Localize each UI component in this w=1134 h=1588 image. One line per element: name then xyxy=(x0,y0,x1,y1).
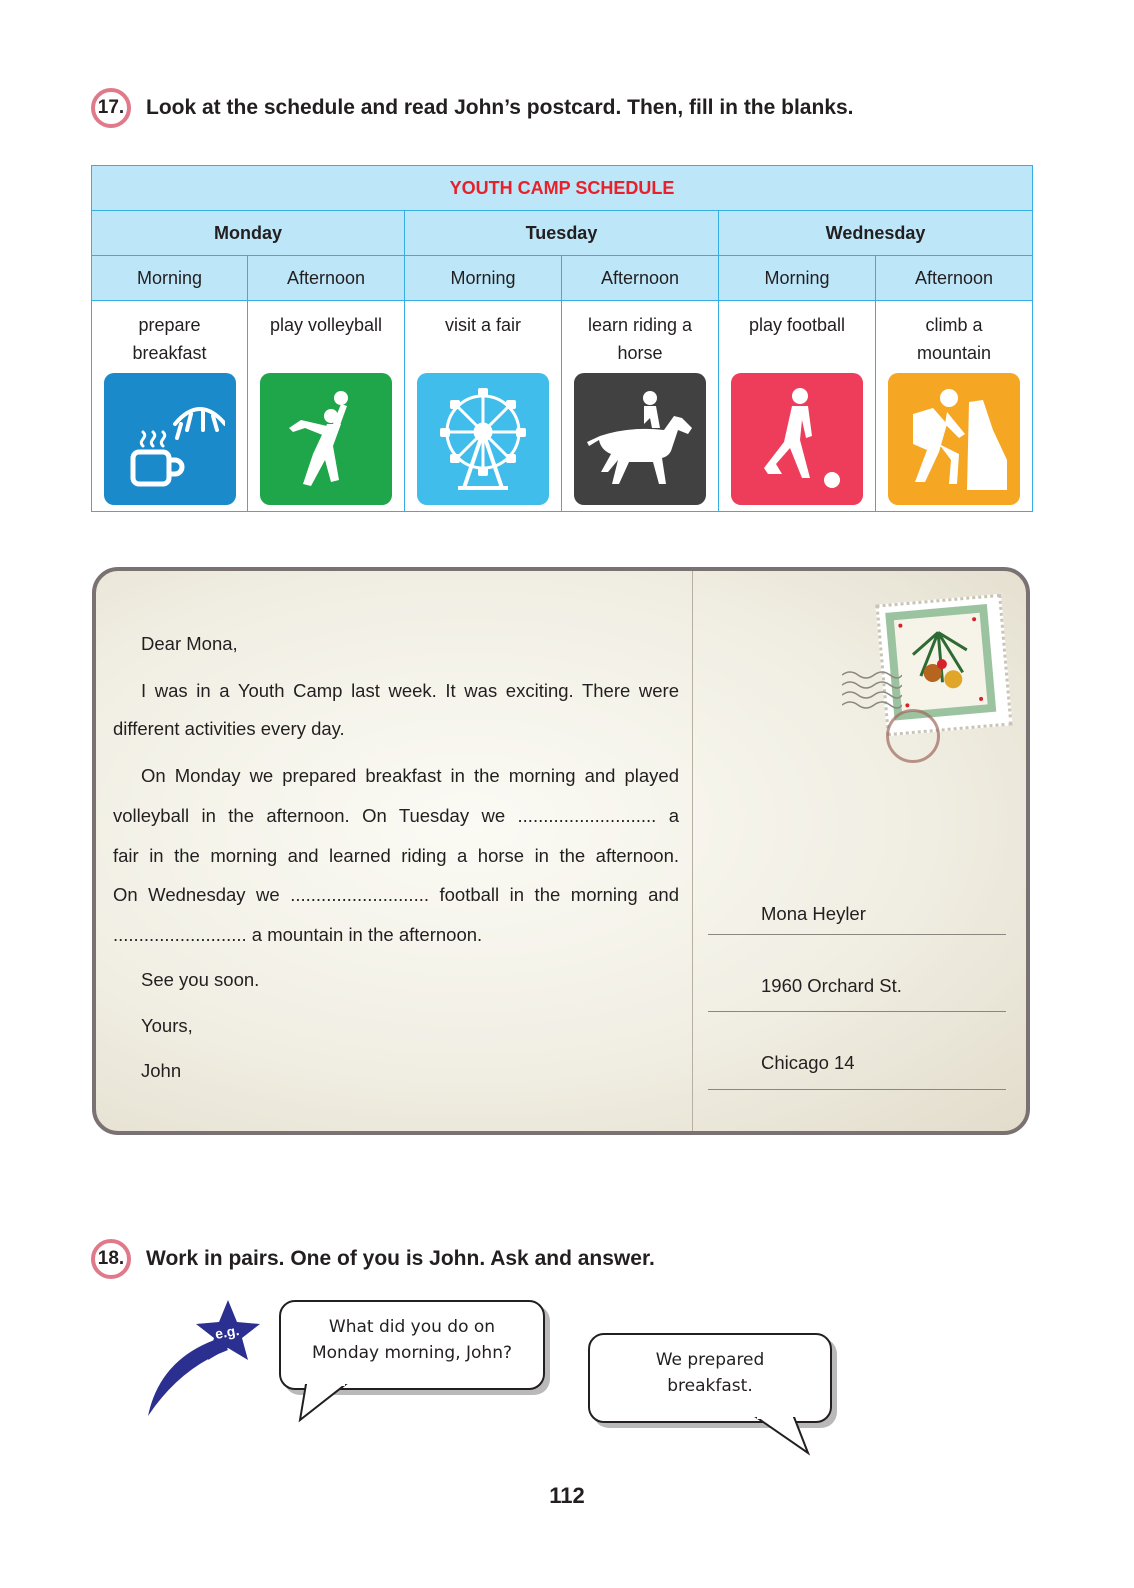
question-speech-bubble xyxy=(279,1300,545,1390)
exercise-17-number xyxy=(91,88,131,128)
eg-label: e.g. xyxy=(213,1322,241,1342)
address-name: Mona Heyler xyxy=(761,903,866,924)
horse-riding-icon xyxy=(574,373,706,505)
postcard-line: On Wednesday we ........................... football in the morning and xyxy=(113,884,679,905)
postcard-line: fair in the morning and learned riding a horse in the afternoon. xyxy=(113,845,679,866)
postcard-line: On Monday we prepared breakfast in the morning and played xyxy=(141,765,679,786)
part-header: Afternoon xyxy=(876,256,1033,301)
postmark-wave-lines xyxy=(842,667,902,722)
volleyball-icon xyxy=(260,373,392,505)
exercise-18-number-text: 18. xyxy=(97,1248,125,1269)
address-city: Chicago 14 xyxy=(761,1052,855,1073)
part-header: Afternoon xyxy=(248,256,405,301)
exercise-17-number-text: 17. xyxy=(97,97,125,118)
question-line: What did you do on xyxy=(328,1317,496,1337)
answer-speech-bubble xyxy=(588,1333,832,1423)
activity-cell xyxy=(248,301,405,512)
postcard-line: .......................... a mountain in the afternoon. xyxy=(113,924,483,945)
exercise-18-instruction: Work in pairs. One of you is John. Ask and answer. xyxy=(146,1247,655,1270)
page-number: 112 xyxy=(549,1483,585,1508)
activity-cell xyxy=(562,301,719,512)
address-line xyxy=(708,934,1006,935)
postcard xyxy=(92,567,1030,1135)
part-header: Afternoon xyxy=(562,256,719,301)
part-header: Morning xyxy=(719,256,876,301)
part-header: Morning xyxy=(405,256,562,301)
postcard-line: different activities every day. xyxy=(113,718,345,739)
shooting-star-icon xyxy=(140,1298,260,1418)
question-bubble-tail xyxy=(296,1384,356,1424)
breakfast-icon xyxy=(104,373,236,505)
youth-camp-schedule-table xyxy=(91,165,1033,512)
activity-label: learn riding a horse xyxy=(587,315,693,363)
address-street: 1960 Orchard St. xyxy=(761,975,902,996)
postcard-line: volleyball in the afternoon. On Tuesday we ........................... a xyxy=(113,805,679,826)
question-line: Monday morning, John? xyxy=(311,1343,513,1363)
activity-cell xyxy=(876,301,1033,512)
day-header-monday: Monday xyxy=(92,211,405,256)
activity-cell xyxy=(719,301,876,512)
postcard-closing: Yours, xyxy=(141,1015,193,1036)
answer-line: We prepared xyxy=(655,1350,765,1370)
activity-cell xyxy=(405,301,562,512)
climbing-icon xyxy=(888,373,1020,505)
exercise-17-instruction: Look at the schedule and read John’s postcard. Then, fill in the blanks. xyxy=(146,96,854,119)
activity-cell xyxy=(92,301,248,512)
postcard-divider xyxy=(692,571,693,1131)
day-header-tuesday: Tuesday xyxy=(405,211,719,256)
postcard-closing: See you soon. xyxy=(141,969,260,990)
activity-label: play football xyxy=(748,315,846,335)
activity-label: prepare breakfast xyxy=(132,315,207,363)
part-header: Morning xyxy=(92,256,248,301)
postcard-line: I was in a Youth Camp last week. It was exciting. There were xyxy=(141,680,679,701)
day-header-wednesday: Wednesday xyxy=(719,211,1033,256)
activity-label: climb a mountain xyxy=(916,315,992,363)
activity-label: play volleyball xyxy=(269,315,383,335)
postcard-greeting: Dear Mona, xyxy=(141,633,238,654)
football-icon xyxy=(731,373,863,505)
postcard-signature: John xyxy=(141,1060,182,1081)
exercise-18-number xyxy=(91,1239,131,1279)
ferris-wheel-icon xyxy=(417,373,549,505)
address-line xyxy=(708,1011,1006,1012)
address-line xyxy=(708,1089,1006,1090)
answer-bubble-tail xyxy=(752,1417,812,1457)
answer-line: breakfast. xyxy=(667,1376,753,1396)
schedule-title: YOUTH CAMP SCHEDULE xyxy=(92,166,1033,211)
activity-label: visit a fair xyxy=(444,315,522,335)
